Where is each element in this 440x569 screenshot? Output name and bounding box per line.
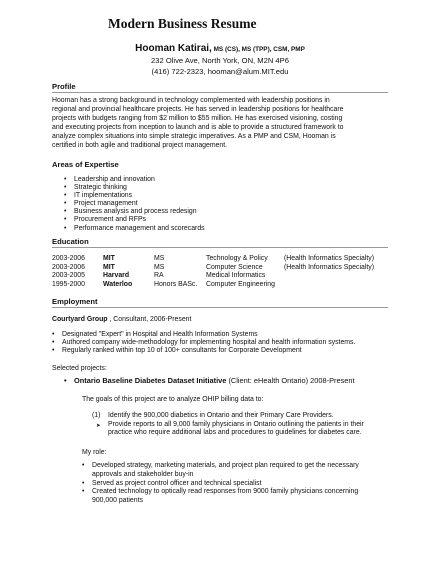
edu-school: MIT [103,255,115,262]
list-item [82,488,392,506]
edu-years: 2003-2005 [52,272,85,279]
edu-note [284,272,374,281]
list-item: • Business analysis and process redesign [64,208,364,216]
profile-line: Hooman has a strong background in technology complemented with leadership positions in [52,97,330,104]
candidate-name: Hooman Katirai, [135,43,212,54]
list-item: • IT implementations [64,192,364,200]
company-name: Courtyard Group [52,316,108,323]
goal-number: (1) [92,412,101,419]
list-item: • Procurement and RFPs [64,216,364,224]
profile-text [52,96,392,151]
goal-item [92,421,392,438]
contact-header [0,42,440,77]
profile-line: certified in both agile and traditional project management. [52,142,228,150]
candidate-credentials: MS (CS), MS (TPP), CSM, PMP [211,46,305,53]
edu-degree: MS [154,263,165,271]
edu-school: MIT [103,263,115,271]
list-item: • Leadership and innovation [64,176,364,184]
arrow-bullet-icon: ➤ [96,422,101,429]
goal-text: Identify the 900,000 diabetics in Ontario and their Primary Care Providers. [108,412,334,419]
role-text: 900,000 patients [92,497,143,505]
list-item: • Regularly ranked within top 10 of 100+ consultants for Corporate Development [52,347,392,355]
edu-years: 1995-2000 [52,280,85,288]
goal-text: Provide reports to all 9,000 family physicians in Ontario outlining the patients in their [108,420,364,428]
position-details: , Consultant, 2006-Present [107,316,192,323]
role-text: • Developed strategy, marketing materials, and project plan required to get the necessary [92,462,359,469]
edu-degree: Honors BASc. [154,280,198,288]
list-item: • Project management [64,200,364,208]
expertise-heading: Areas of Expertise [52,160,119,169]
education-heading: Education [52,237,388,248]
goal-text: practice who require additional labs and procedures to guidelines for diabetes care. [108,429,362,436]
address-line: 232 Olive Ave, North York, ON, M2N 4P6 [151,56,289,65]
edu-note: (Health Informatics Specialty) [284,255,374,262]
list-item [82,480,392,489]
employment-heading: Employment [52,297,388,308]
edu-note [284,281,374,290]
role-text: • Served as project control officer and technical specialist [92,479,262,487]
project-goals [92,412,392,438]
edu-years: 2003-2006 [52,255,85,262]
table-row [52,255,374,264]
project-list [64,376,404,385]
profile-line: analyze complex situations into simple strategic imperatives. As a PMP and CSM, Hooman is [52,133,336,141]
edu-note: (Health Informatics Specialty) [284,263,374,271]
profile-heading: Profile [52,82,388,93]
name-line [0,42,440,56]
edu-field: Computer Science [206,263,263,271]
list-item [82,462,392,480]
selected-projects-label: Selected projects: [52,365,107,372]
edu-degree: RA [154,272,164,279]
edu-field: Computer Engineering [206,280,275,288]
table-row [52,281,374,290]
role-list [82,462,392,506]
edu-degree: MS [154,255,165,262]
project-name: Ontario Baseline Diabetes Dataset Initiative [74,376,227,385]
edu-field: Medical Informatics [206,272,266,279]
education-table [52,255,374,289]
employment-highlights [52,331,392,355]
project-goals-intro: The goals of this project are to analyze OHIP billing data to: [82,396,264,403]
project-client: (Client: eHealth Ontario) 2008-Present [226,376,355,385]
list-item: • Designated "Expert" in Hospital and Health Information Systems [52,331,392,339]
project-item [64,376,404,385]
profile-line: and executing projects from inception to launch and is able to provide a structured framework to [52,124,344,132]
edu-field: Technology & Policy [206,255,268,262]
profile-line: regional and provincial healthcare projects. He has served in leadership positions for healthcare [52,106,344,114]
edu-years: 2003-2006 [52,263,85,271]
document-title: Modern Business Resume [108,16,257,31]
contact-line: (416) 722-2323, hooman@alum.MIT.edu [151,66,289,76]
role-text: approvals and stakeholder buy-in [92,470,194,478]
goal-item [92,412,392,421]
expertise-list [64,176,364,233]
table-row [52,264,374,273]
profile-line: projects with budgets ranging from $2 million to $55 million. He has exercised visioning, costing [52,115,343,123]
list-item: • Strategic thinking [64,184,364,192]
employment-position [52,315,392,324]
edu-school: Waterloo [103,280,133,288]
list-item: • Authored company wide-methodology for implementing hospital and health information systems. [52,339,392,347]
edu-school: Harvard [103,272,130,279]
role-text: • Created technology to optically read responses from 9000 family physicians concerning [92,488,359,496]
list-item: • Performance management and scorecards [64,225,364,233]
table-row [52,272,374,281]
my-role-label: My role: [82,449,107,456]
